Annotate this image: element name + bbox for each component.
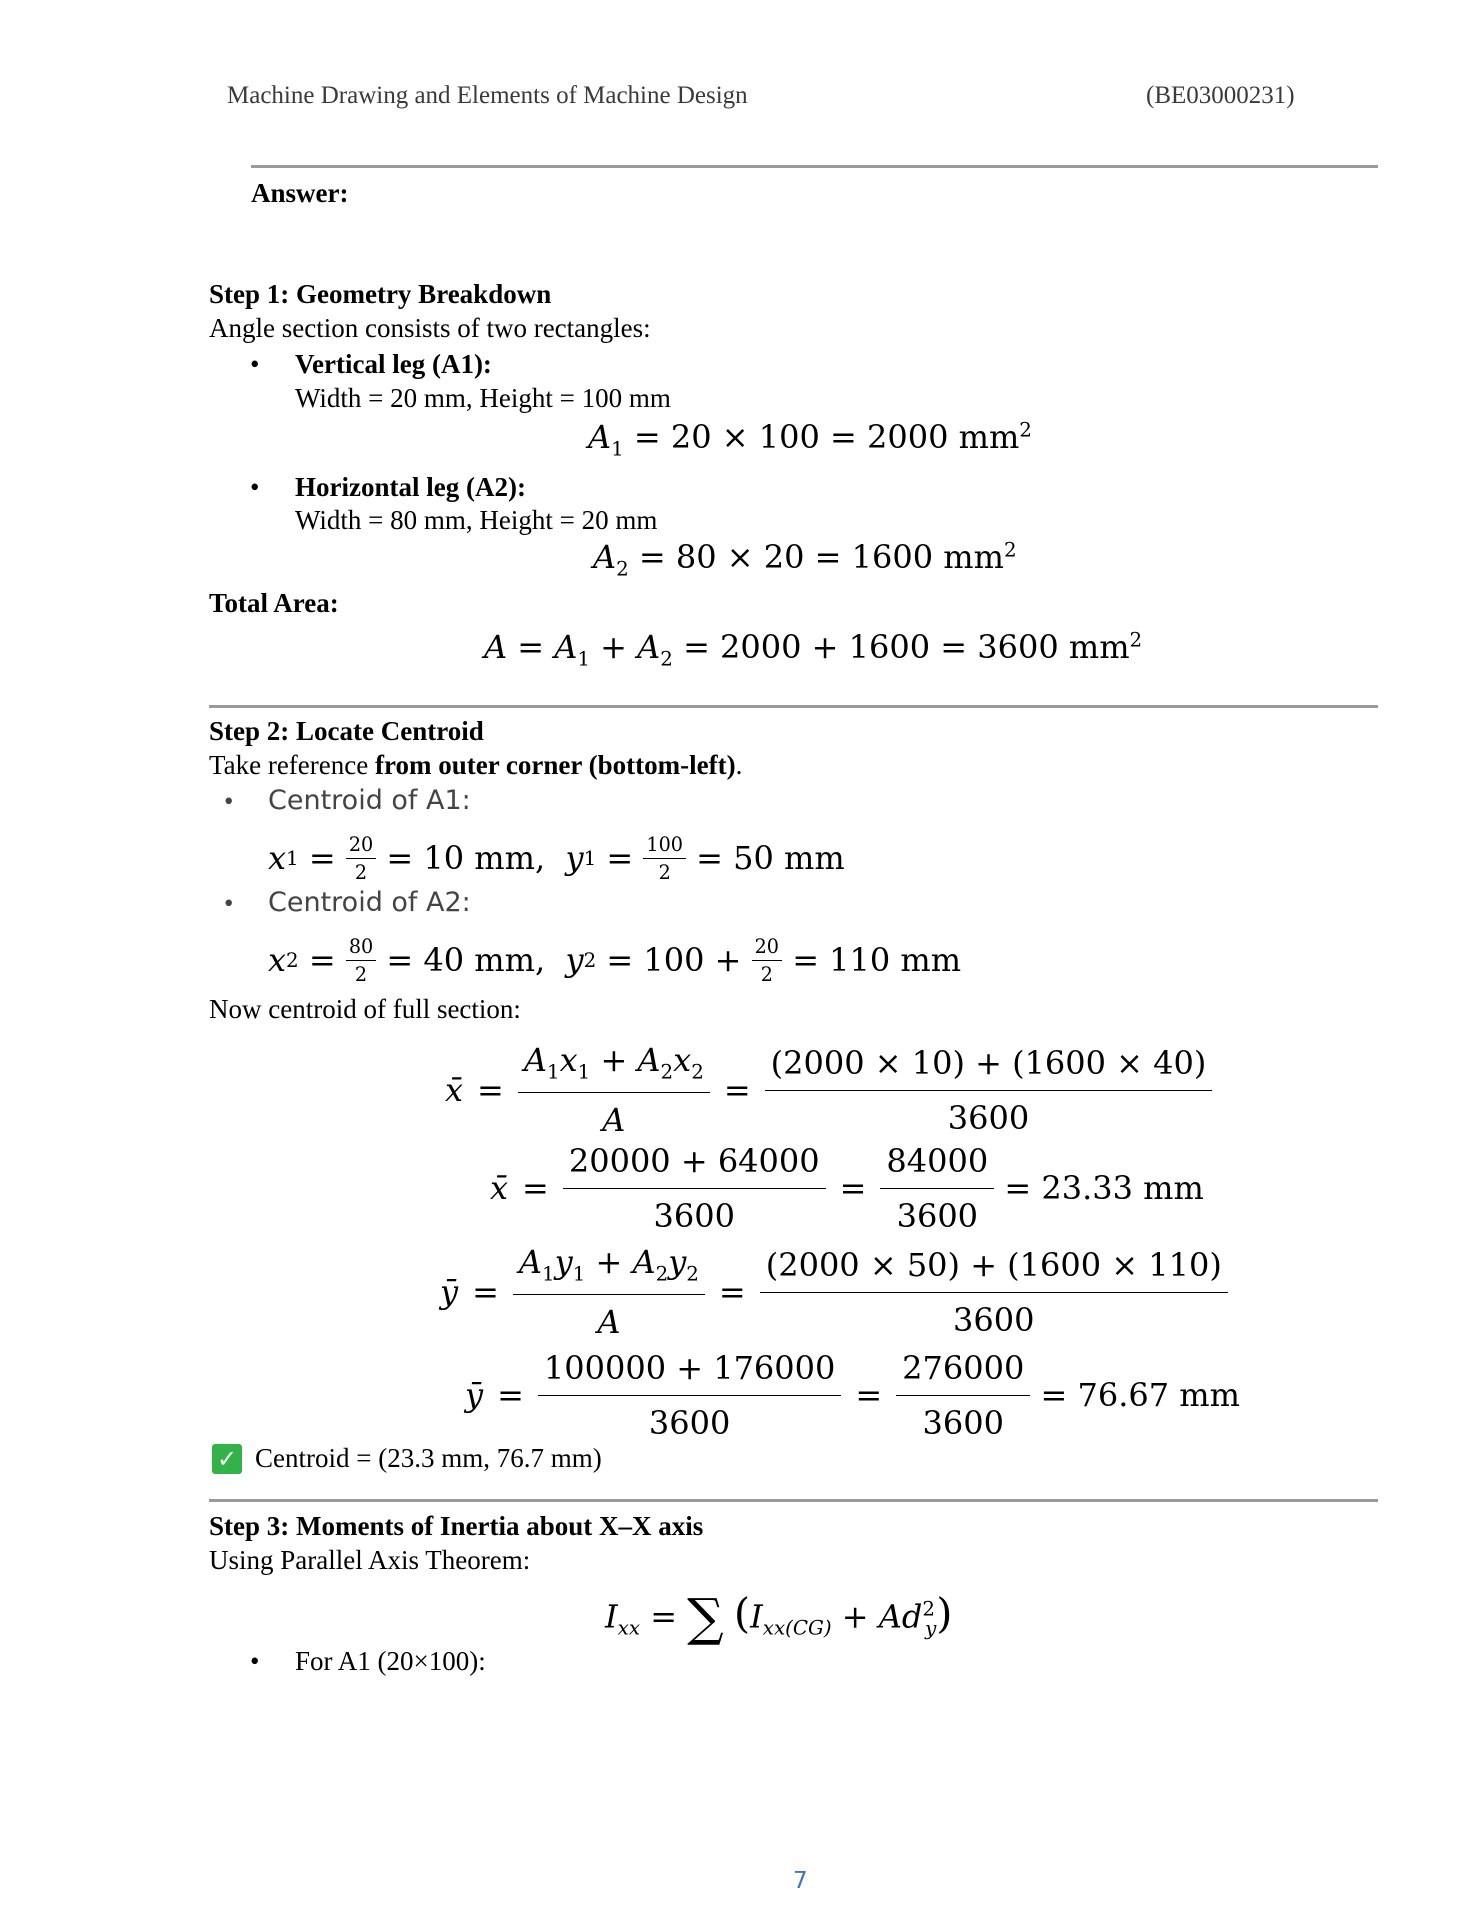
equation-a2: $A_2 = 80 \times 20 = 1600$ $mm^2$: [593, 538, 1017, 581]
horizontal-leg-title: Horizontal leg (A2):: [295, 472, 526, 502]
step3-title: Step 3: Moments of Inertia about X–X axis: [209, 1511, 704, 1541]
bullet: •: [224, 888, 234, 918]
for-a1-label: For A1 (20×100):: [295, 1646, 486, 1676]
equation-parallel-axis: $I_{xx}$ = ∑ $(I_{xx(CG)} + Ad^2_y)$: [605, 1588, 953, 1648]
running-header-title: Machine Drawing and Elements of Machine Design: [227, 82, 748, 109]
section-rule: [209, 1499, 1378, 1502]
vertical-leg-title: Vertical leg (A1):: [295, 349, 492, 379]
centroid-result: Centroid = (23.3 mm, 76.7 mm): [255, 1443, 602, 1473]
check-mark-icon: ✓: [212, 1444, 242, 1474]
answer-label: Answer:: [251, 178, 349, 208]
equation-xbar-value: x̄ = $\frac{20000 + 64000}{3600}$ = $\frac{84000}{3600}$ = 23.33 mm: [490, 1141, 1204, 1235]
running-header-code: (BE03000231): [1146, 82, 1295, 109]
equation-ybar-value: ȳ = $\frac{100000 + 176000}{3600}$ = $\frac{276000}{3600}$ = 76.67 mm: [465, 1348, 1240, 1442]
vertical-leg-dims: Width = 20 mm, Height = 100 mm: [295, 383, 671, 413]
horizontal-leg-dims: Width = 80 mm, Height = 20 mm: [295, 505, 658, 535]
equation-centroid-a2: x 2 = $\frac{80}{2}$ = 40 mm, y 2 = 100 + $\frac{20}{2}$ = 110 mm: [268, 934, 962, 986]
equation-centroid-a1: x 1 = $\frac{20}{2}$ = 10 mm, y 1 = $\frac{100}{2}$ = 50 mm: [268, 832, 845, 884]
total-area-label: Total Area:: [209, 588, 339, 618]
step3-intro: Using Parallel Axis Theorem:: [209, 1545, 531, 1575]
step1-title: Step 1: Geometry Breakdown: [209, 279, 552, 309]
centroid-a2-label: Centroid of A2:: [268, 887, 471, 918]
step1-intro: Angle section consists of two rectangles:: [209, 313, 651, 343]
step2-title: Step 2: Locate Centroid: [209, 716, 484, 746]
bullet: •: [250, 472, 260, 502]
bullet: •: [250, 1646, 260, 1676]
equation-total-area: $A = A_1 + A_2 = 2000 + 1600 = 3600$ $mm^2$: [484, 628, 1143, 671]
full-section-label: Now centroid of full section:: [209, 994, 521, 1024]
section-rule: [209, 705, 1378, 708]
bullet: •: [224, 786, 234, 816]
bullet: •: [250, 349, 260, 379]
page-number: 7: [793, 1868, 808, 1894]
header-rule: [251, 165, 1378, 168]
centroid-a1-label: Centroid of A1:: [268, 785, 471, 816]
equation-a1: $A_1 = 20 \times 100 = 2000$ $mm^2$: [588, 418, 1032, 461]
equation-ybar-general: ȳ = $\frac{A_1y_1 + A_2y_2}{A}$ = $\frac{(2000 \times 50) + (1600 \times 110)}{3600}$: [440, 1242, 1228, 1342]
step2-intro: Take reference from outer corner (bottom-left).: [209, 750, 743, 780]
equation-xbar-general: x̄ = $\frac{A_1x_1 + A_2x_2}{A}$ = $\frac{(2000 \times 10) + (1600 \times 40)}{3600}$: [445, 1040, 1212, 1140]
